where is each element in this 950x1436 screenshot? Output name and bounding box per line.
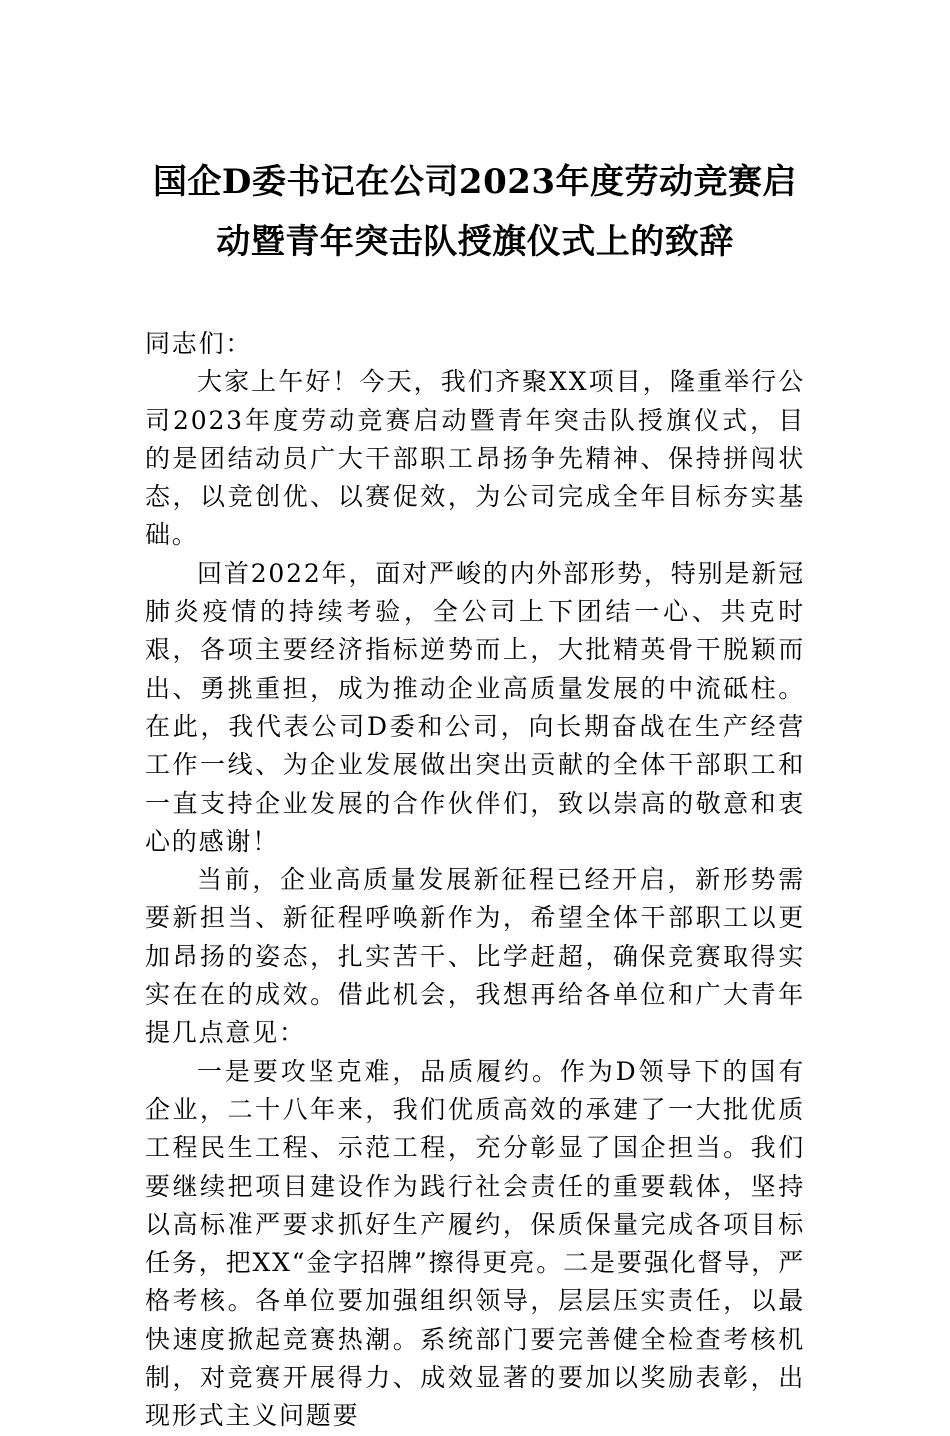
paragraph-review-2022: 回首2022年，面对严峻的内外部形势，特别是新冠肺炎疫情的持续考验，全公司上下团结一心、共克时艰，各项主要经济指标逆势而上，大批精英骨干脱颖而出、勇挑重担，成为推动企业高质量发展的中流砥柱。在此，我代表公司D委和公司，向长期奋战在生产经营工作一线、为企业发展做出突出贡献的全体干部职工和一直支持企业发展的合作伙伴们，致以崇高的敬意和衷心的感谢！ xyxy=(145,558,805,856)
salutation: 同志们： xyxy=(145,329,253,358)
title-line-2: 动暨青年突击队授旗仪式上的致辞 xyxy=(216,222,734,262)
document-body xyxy=(145,325,805,1436)
title-line-1: 国企D委书记在公司2023年度劳动竞赛启 xyxy=(152,162,798,202)
paragraph-greeting: 大家上午好！今天，我们齐聚XX项目，隆重举行公司2023年度劳动竞赛启动暨青年突击队授旗仪式，目的是团结动员广大干部职工昂扬争先精神、保持拼闯状态，以竞创优、以赛促效，为公司完成全年目标夯实基础。 xyxy=(145,367,805,550)
document-title xyxy=(120,152,830,272)
paragraph-requirements: 一是要攻坚克难，品质履约。作为D领导下的国有企业，二十八年来，我们优质高效的承建了一大批优质工程民生工程、示范工程，充分彰显了国企担当。我们要继续把项目建设作为践行社会责任的重要载体，坚持以高标准严要求抓好生产履约，保质保量完成各项目标任务，把XX“金字招牌”擦得更亮。二是要强化督导，严格考核。各单位要加强组织领导，层层压实责任，以最快速度掀起竞赛热潮。系统部门要完善健全检查考核机制，对竞赛开展得力、成效显著的要加以奖励表彰，出现形式主义问题要 xyxy=(145,1056,805,1431)
paragraph-current-situation: 当前，企业高质量发展新征程已经开启，新形势需要新担当、新征程呼唤新作为，希望全体干部职工以更加昂扬的姿态，扎实苦干、比学赶超，确保竞赛取得实实在在的成效。借此机会，我想再给各单位和广大青年提几点意见： xyxy=(145,865,805,1048)
